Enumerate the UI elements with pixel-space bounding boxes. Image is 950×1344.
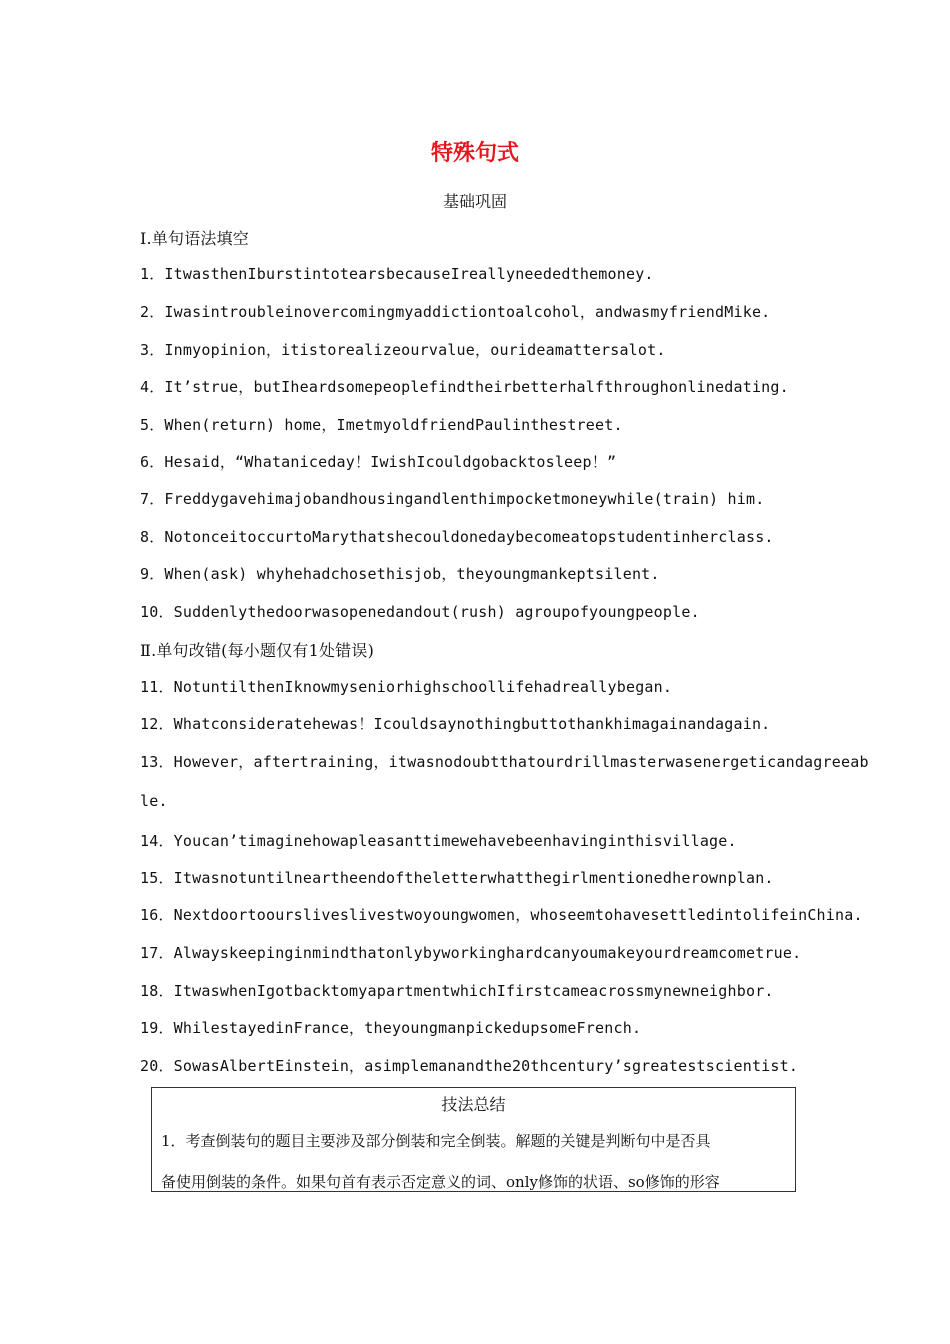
question-item: 1．ItwasthenIburstintotearsbecauseIreallyneededthemoney.: [140, 265, 654, 283]
question-item: 8．NotonceitoccurtoMarythatshecouldonedaybecomeatopstudentinherclass.: [140, 528, 774, 546]
question-item: 14．Youcan’timaginehowapleasanttimewehavebeenhavinginthisvillage.: [140, 832, 737, 850]
question-item: 12．Whatconsideratehewas！Icouldsaynothingbuttothankhimagainandagain.: [140, 715, 771, 733]
question-item: 7．Freddygavehimajobandhousingandlenthimpocketmoneywhile(train) him.: [140, 490, 765, 508]
question-item: 10．Suddenlythedoorwasopenedandout(rush) agroupofyoungpeople.: [140, 603, 700, 621]
question-item: 9．When(ask) whyhehadchosethisjob，theyoungmankeptsilent.: [140, 565, 660, 583]
question-item: 3．Inmyopinion，itistorealizeourvalue，ourideamattersalot.: [140, 341, 666, 359]
question-item: 20．SowasAlbertEinstein，asimplemanandthe20thcentury’sgreatestscientist.: [140, 1057, 799, 1075]
section-heading-grammar-fill: Ⅰ.单句语法填空: [140, 229, 250, 248]
question-item: 19．WhilestayedinFrance，theyoungmanpickedupsomeFrench.: [140, 1019, 642, 1037]
summary-box-line: 1．考查倒装句的题目主要涉及部分倒装和完全倒装。解题的关键是判断句中是否具: [161, 1132, 711, 1150]
question-item: 6．Hesaid，“Whataniceday！IwishIcouldgobacktosleep！”: [140, 453, 617, 471]
question-item: 18．ItwaswhenIgotbacktomyapartmentwhichIfirstcameacrossmynewneighbor.: [140, 982, 774, 1000]
section-heading-error-correction: Ⅱ.单句改错(每小题仅有1处错误): [140, 641, 375, 660]
question-item: 13．However，aftertraining，itwasnodoubtthatourdrillmasterwasenergeticandagreeab: [140, 753, 869, 771]
question-item: 11．NotuntilthenIknowmyseniorhighschoollifehadreallybegan.: [140, 678, 673, 696]
summary-box-title: 技法总结: [441, 1095, 506, 1114]
page-subtitle: 基础巩固: [442, 192, 507, 211]
summary-box-line: 备使用倒装的条件。如果句首有表示否定意义的词、only修饰的状语、so修饰的形容: [161, 1173, 720, 1191]
page-title: 特殊句式: [430, 141, 519, 166]
question-item: 5．When(return) home，ImetmyoldfriendPaulinthestreet.: [140, 416, 623, 434]
question-item: 16．Nextdoortooursliveslivestwoyoungwomen，whoseemtohavesettledintolifeinChina.: [140, 906, 863, 924]
question-item-continuation: le.: [140, 792, 168, 810]
question-item: 2．Iwasintroubleinovercomingmyaddictiontoalcohol，andwasmyfriendMike.: [140, 303, 771, 321]
question-item: 17．Alwayskeepinginmindthatonlybyworkinghardcanyoumakeyourdreamcometrue.: [140, 944, 802, 962]
question-item: 15．Itwasnotuntilneartheendoftheletterwhatthegirlmentionedherownplan.: [140, 869, 774, 887]
question-item: 4．It’strue，butIheardsomepeoplefindtheirbetterhalfthroughonlinedating.: [140, 378, 789, 396]
